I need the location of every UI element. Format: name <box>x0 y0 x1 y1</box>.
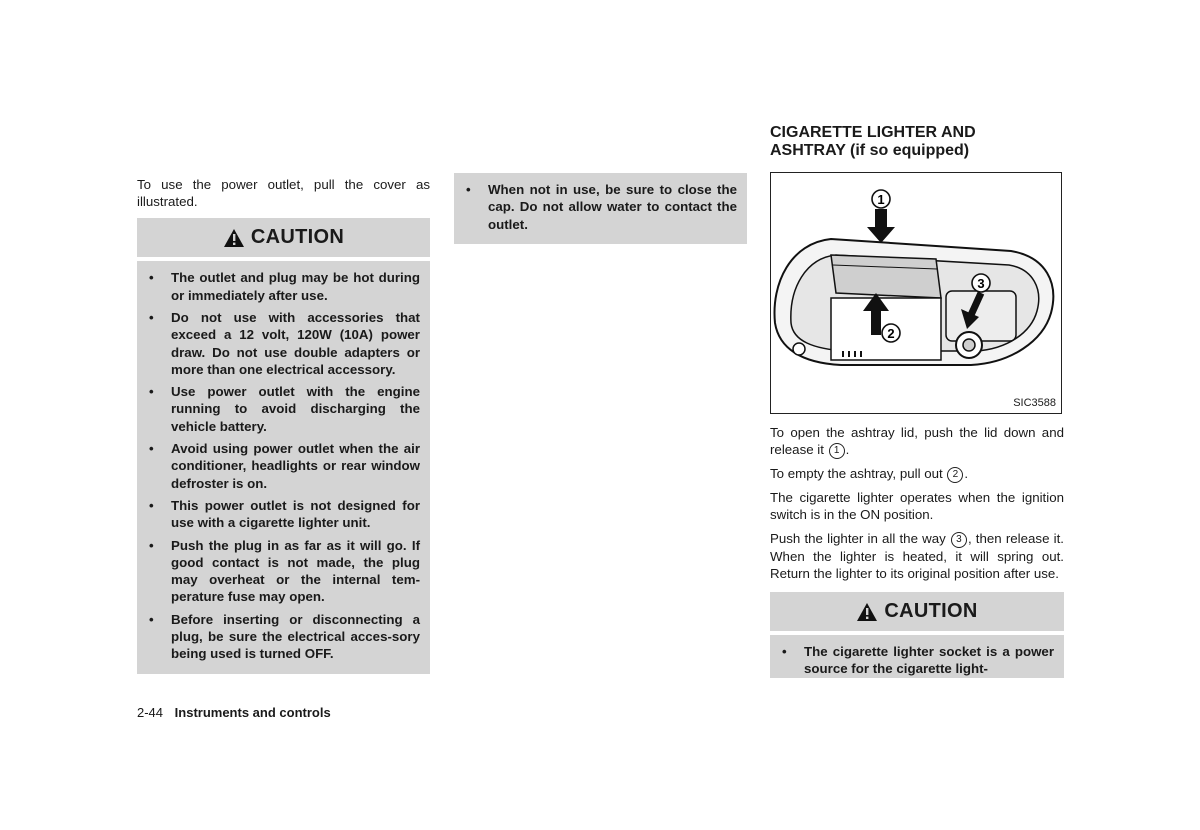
ashtray-illustration <box>770 172 1062 414</box>
bullet-dot: • <box>149 384 154 400</box>
bullet-dot: • <box>149 310 154 325</box>
caution-text: The outlet and plug may be hot during or immediately after use. <box>171 270 420 303</box>
caution-continued-box <box>454 173 747 244</box>
callout-1: 1 <box>877 192 885 207</box>
page-footer <box>137 705 331 720</box>
caution-item <box>147 611 420 663</box>
section-name: Instruments and controls <box>174 705 331 720</box>
caution-item <box>147 440 420 492</box>
bullet-dot: • <box>782 644 787 660</box>
page-number: 2-44 <box>137 705 164 720</box>
bullet-dot: • <box>149 497 154 513</box>
bullet-dot: • <box>149 270 154 286</box>
caution-list <box>137 261 430 673</box>
caution-item <box>780 643 1054 678</box>
text-segment: . <box>964 466 969 482</box>
caution-text: Avoid using power outlet when the air conditioner, headlights or rear window defroster is on. <box>171 441 420 491</box>
right-column <box>770 124 1064 678</box>
callout-ref-2: 2 <box>947 467 963 483</box>
caution-item <box>147 309 420 378</box>
ashtray-drawing <box>771 173 1061 413</box>
callout-2: 2 <box>887 326 895 341</box>
text-segment: To open the ashtray lid, push the lid down and release it <box>770 425 1064 458</box>
warning-triangle-icon <box>856 602 878 622</box>
caution-text: Do not use with accessories that exceed a 12 volt, 120W (10A) power draw. Do not use double adapters or more than one electrical accessory. <box>171 310 420 377</box>
lighter-use-text <box>770 530 1064 582</box>
bullet-dot: • <box>466 182 471 197</box>
caution-item <box>147 497 420 532</box>
lighter-operation-text: The cigarette lighter operates when the ignition switch is in the ON position. <box>770 490 1064 523</box>
caution-text: This power outlet is not designed for use with a cigarette lighter unit. <box>171 497 420 531</box>
caution-label: CAUTION <box>884 600 978 623</box>
caution-text: The cigarette lighter socket is a power source for the cigarette light- <box>804 644 1054 677</box>
callout-ref-1: 1 <box>829 443 845 459</box>
caution-item <box>147 269 420 304</box>
figure-code: SIC3588 <box>1013 397 1056 409</box>
bullet-dot: • <box>149 537 154 553</box>
text-segment: Push the lighter in all the way <box>770 530 946 546</box>
caution-label: CAUTION <box>250 226 345 249</box>
caution-text: Use power outlet with the engine running to avoid discharging the vehicle battery. <box>171 384 420 434</box>
caution-header <box>770 592 1064 631</box>
middle-column <box>454 173 747 244</box>
section-title-line1: CIGARETTE LIGHTER AND <box>770 124 976 141</box>
section-title-line2: ASHTRAY (if so equipped) <box>770 142 970 159</box>
section-title <box>770 124 1064 160</box>
ashtray-open-text <box>770 424 1064 459</box>
bullet-dot: • <box>149 441 154 457</box>
text-segment: . <box>845 442 850 458</box>
warning-triangle-icon <box>223 228 245 248</box>
caution-item <box>464 181 737 233</box>
caution-text: Before inserting or disconnecting a plug, be sure the electrical acces-sory being used is turned OFF. <box>171 611 420 662</box>
left-column <box>137 176 430 674</box>
caution-text: When not in use, be sure to close the cap. Do not allow water to contact the outlet. <box>488 182 737 232</box>
caution-item <box>147 383 420 435</box>
power-outlet-intro: To use the power outlet, pull the cover as illustrated. <box>137 177 430 210</box>
caution-item <box>147 537 420 606</box>
callout-ref-3: 3 <box>951 532 967 548</box>
caution-text: Push the plug in as far as it will go. If good contact is not made, the plug may overheat or the internal tem-perature fuse may open. <box>171 537 420 605</box>
ashtray-empty-text <box>770 465 1064 483</box>
text-segment: To empty the ashtray, pull out <box>770 466 943 482</box>
caution-list <box>770 635 1064 678</box>
text-segment: , then release it. When the lighter is heated, it will spring out. Return the lighter to its original position after use. <box>770 530 1064 581</box>
callout-3: 3 <box>977 276 985 291</box>
bullet-dot: • <box>149 611 154 627</box>
caution-header <box>137 218 430 257</box>
